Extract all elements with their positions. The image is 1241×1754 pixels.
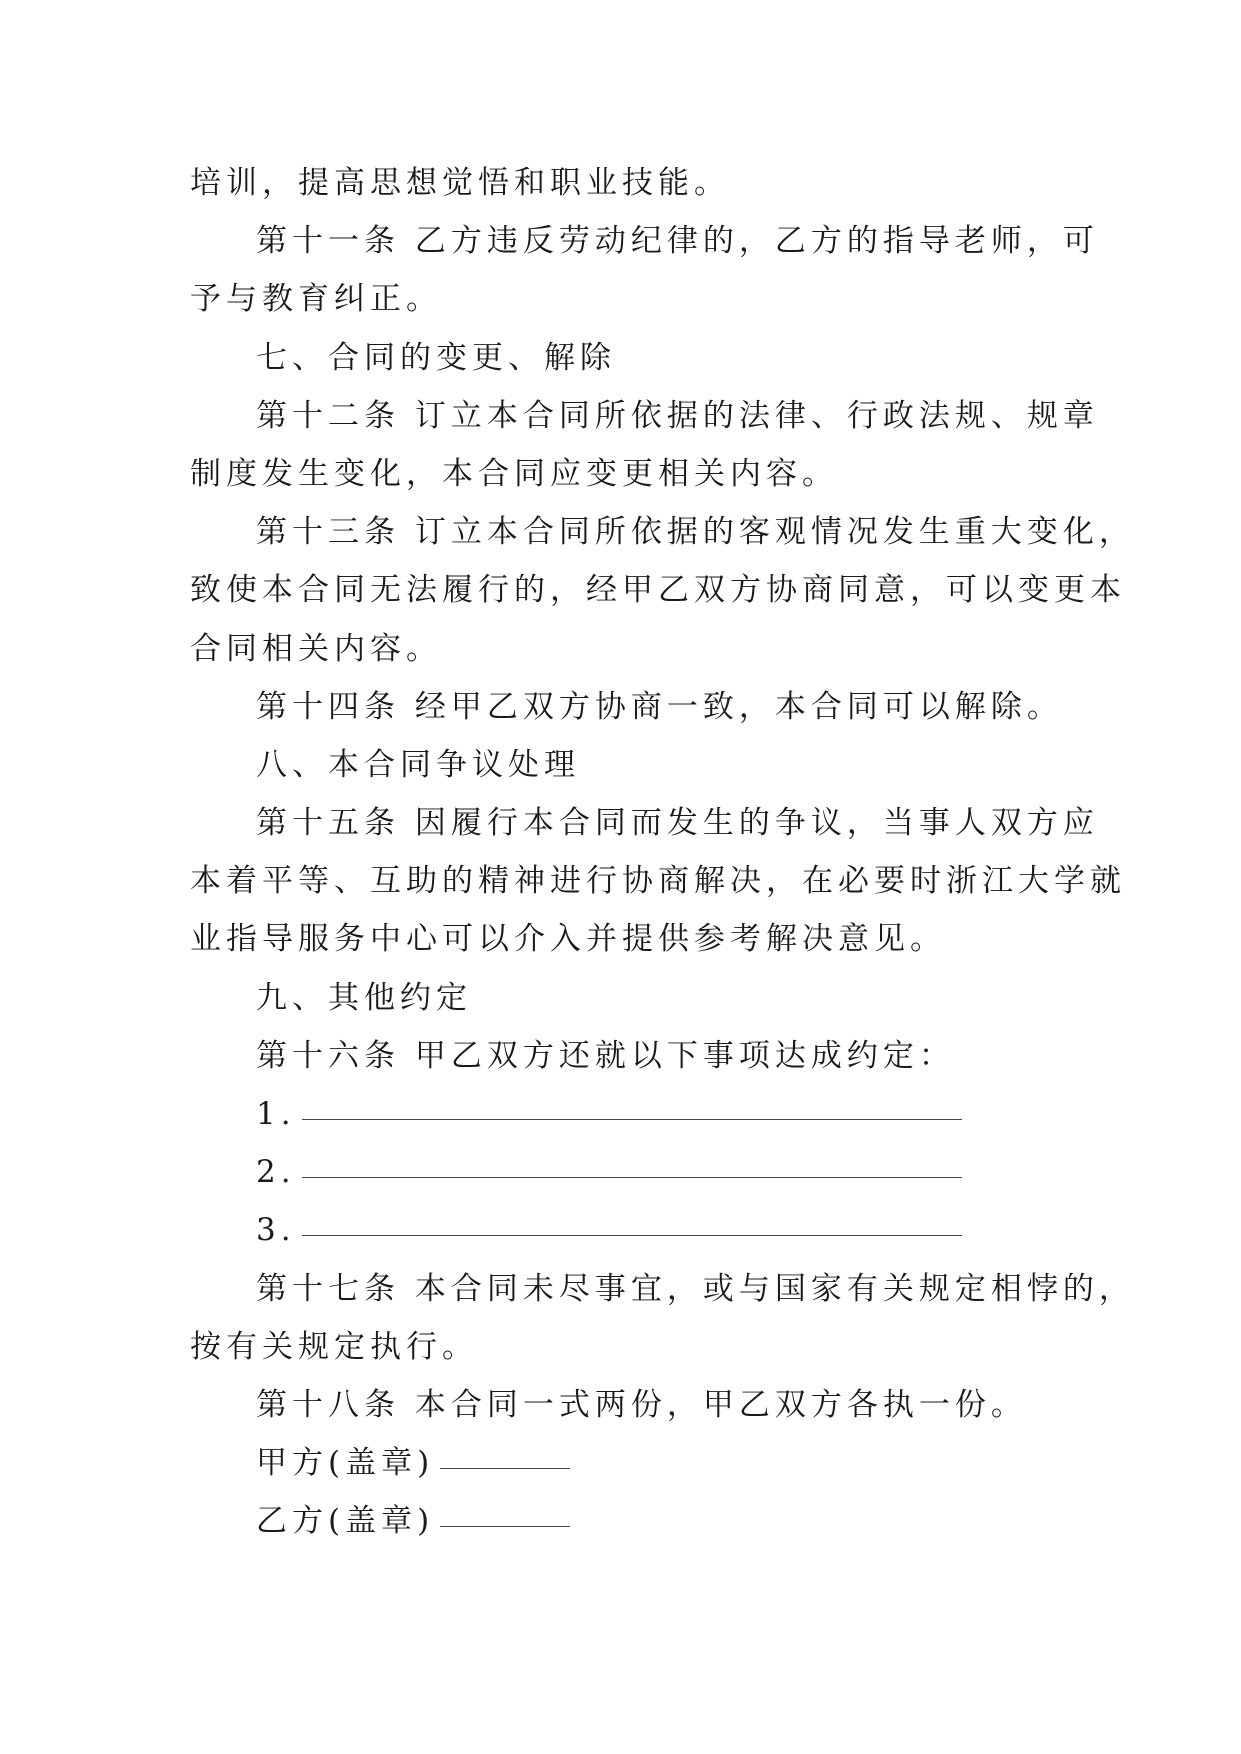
- numbered-item: [190, 1143, 1070, 1201]
- party-b-signature-blank[interactable]: [440, 1526, 570, 1527]
- text-line: 第十六条 甲乙双方还就以下事项达成约定：: [256, 1037, 955, 1074]
- numbered-item: [190, 1201, 1070, 1259]
- section-heading: 八、本合同争议处理: [256, 746, 580, 783]
- text-line: 予与教育纠正。: [190, 281, 442, 318]
- text-line: 第十八条 本合同一式两份，甲乙双方各执一份。: [256, 1386, 1027, 1423]
- text-line: 本着平等、互助的精神进行协商解决，在必要时浙江大学就: [190, 863, 1126, 900]
- text-line: 致使本合同无法履行的，经甲乙双方协商同意，可以变更本: [190, 572, 1126, 609]
- text-line: 第十一条 乙方违反劳动纪律的，乙方的指导老师，可: [256, 223, 1099, 260]
- party-a-signature-blank[interactable]: [440, 1468, 570, 1469]
- item-number: 1.: [256, 1096, 296, 1132]
- text-line: 第十二条 订立本合同所依据的法律、行政法规、规章: [256, 397, 1099, 434]
- text-line: 第十五条 因履行本合同而发生的争议，当事人双方应: [256, 805, 1099, 842]
- fill-in-blank[interactable]: [302, 1119, 962, 1120]
- party-a-label: 甲方(盖章): [256, 1445, 435, 1482]
- text-line: 合同相关内容。: [190, 630, 442, 667]
- item-number: 3.: [256, 1212, 296, 1249]
- signature-party-a: [190, 1434, 1070, 1492]
- item-number: 2.: [256, 1154, 296, 1191]
- text-line: 按有关规定执行。: [190, 1328, 478, 1365]
- text-line: 第十四条 经甲乙双方协商一致，本合同可以解除。: [256, 688, 1063, 725]
- fill-in-blank[interactable]: [302, 1235, 962, 1236]
- text-line: 培训，提高思想觉悟和职业技能。: [190, 165, 730, 201]
- signature-party-b: [190, 1492, 1070, 1550]
- fill-in-blank[interactable]: [302, 1177, 962, 1178]
- party-b-label: 乙方(盖章): [256, 1503, 435, 1540]
- text-line: 第十三条 订立本合同所依据的客观情况发生重大变化，: [256, 514, 1135, 551]
- numbered-item: [190, 1085, 1070, 1143]
- text-line: 制度发生变化，本合同应变更相关内容。: [190, 455, 838, 492]
- document-page: [190, 154, 1135, 1551]
- text-line: 业指导服务中心可以介入并提供参考解决意见。: [190, 921, 946, 958]
- section-heading: 九、其他约定: [256, 979, 472, 1016]
- text-line: 第十七条 本合同未尽事宜，或与国家有关规定相悖的，: [256, 1270, 1135, 1307]
- section-heading: 七、合同的变更、解除: [256, 339, 616, 376]
